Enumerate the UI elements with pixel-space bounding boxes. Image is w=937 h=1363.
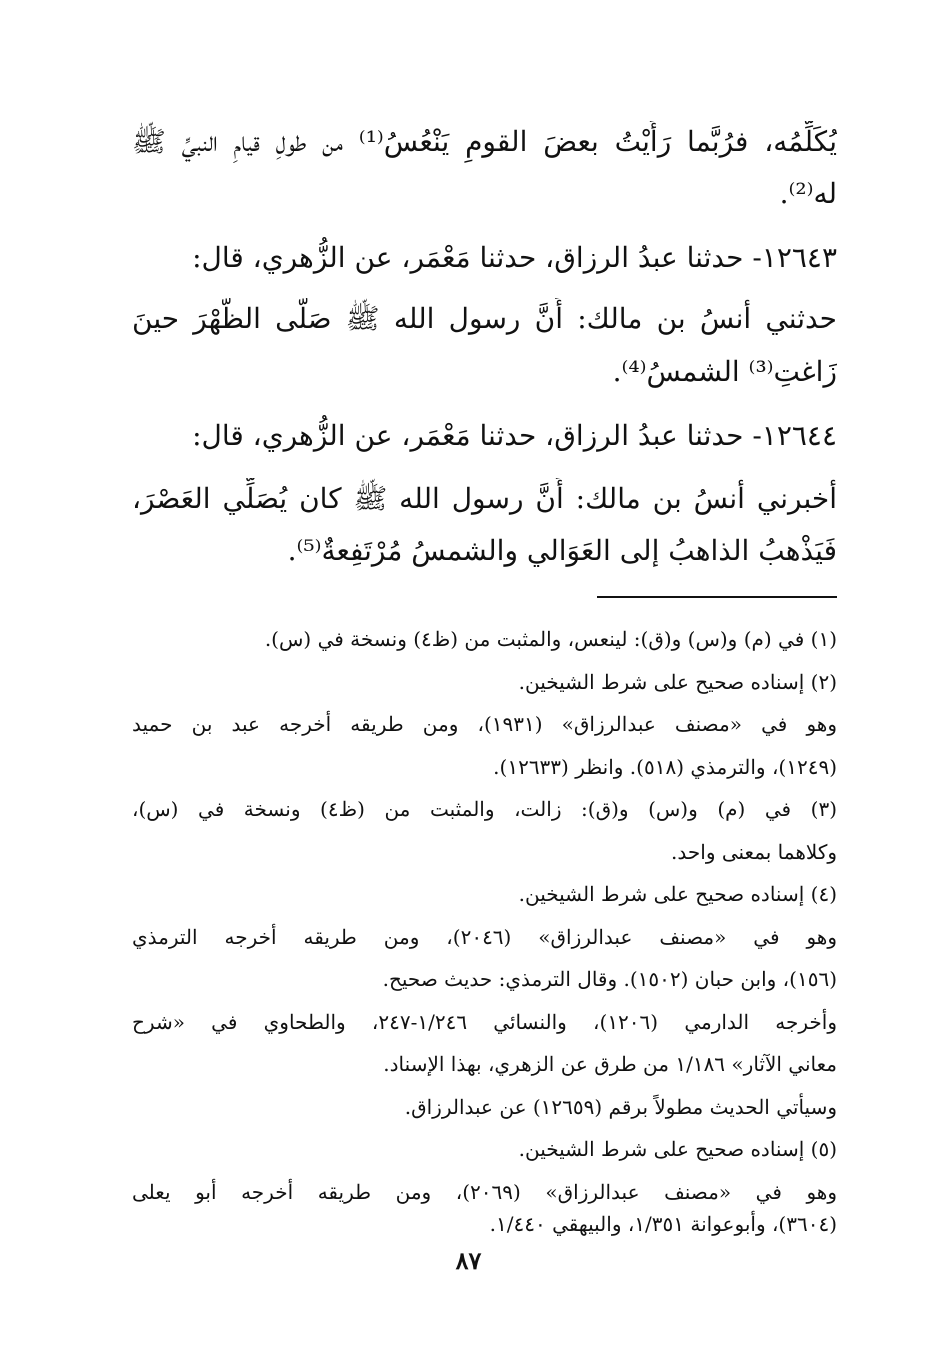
footnote-line: وهو في «مصنف عبدالرزاق» (٢٠٤٦)، ومن طريقه أخرجه الترمذي [132, 925, 837, 949]
hadith-12643-chain: ١٢٦٤٣- حدثنا عبدُ الرزاق، حدثنا مَعْمَر، عن الزُّهري، قال: [192, 241, 837, 274]
footnote-line: (٣) في (م) و(س) و(ق): زالت، والمثبت من (ظ٤) ونسخة في (س)، [132, 797, 837, 821]
page-number: ٨٧ [455, 1246, 482, 1275]
footnote-line: (١) في (م) و(س) و(ق): لينعس، والمثبت من (ظ٤) ونسخة في (س). [264, 627, 837, 651]
footnote-line: وأخرجه الدارمي (١٢٠٦)، والنسائي ١/٢٤٦-٢٤٧، والطحاوي في «شرح [132, 1010, 837, 1034]
main-text-line: زَاغتِ⁽³⁾ الشمسُ⁽⁴⁾. [612, 355, 837, 388]
footnote-line: (٤) إسناده صحيح على شرط الشيخين. [518, 882, 837, 906]
footnote-line: (٣٦٠٤)، وأبوعوانة ١/٣٥١، والبيهقي ١/٤٤٠. [489, 1212, 837, 1236]
footnote-line: وهو في «مصنف عبدالرزاق» (٢٠٦٩)، ومن طريقه أخرجه أبو يعلى [132, 1180, 837, 1204]
main-text-line: فَيَذْهبُ الذاهبُ إلى العَوَالي والشمسُ مُرْتَفِعةٌ⁽⁵⁾. [287, 534, 837, 567]
main-text-line: حدثني أنسُ بن مالك: أَنَّ رسول الله ﷺ صَلَّى الظُّهْرَ حينَ [132, 302, 837, 335]
footnote-line: (١٥٦)، وابن حبان (١٥٠٢). وقال الترمذي: حديث صحيح. [382, 967, 837, 991]
footnote-line: (٥) إسناده صحيح على شرط الشيخين. [518, 1137, 837, 1161]
footnote-line: معاني الآثار» ١/١٨٦ من طرق عن الزهري، بهذا الإسناد. [383, 1052, 837, 1076]
main-text-line: له⁽²⁾. [779, 177, 837, 210]
footnote-line: (٢) إسناده صحيح على شرط الشيخين. [518, 670, 837, 694]
footnote-line: وكلاهما بمعنى واحد. [671, 840, 837, 864]
footnote-separator [597, 596, 837, 598]
footnote-line: وسيأتي الحديث مطولاً برقم (١٢٦٥٩) عن عبدالرزاق. [404, 1095, 837, 1119]
main-text-line: أخبرني أنسُ بن مالك: أَنَّ رسول الله ﷺ كان يُصَلِّي العَصْرَ، [132, 482, 837, 515]
hadith-12644-chain: ١٢٦٤٤- حدثنا عبدُ الرزاق، حدثنا مَعْمَر، عن الزُّهري، قال: [192, 419, 837, 452]
footnote-line: (١٢٤٩)، والترمذي (٥١٨). وانظر (١٢٦٣٣). [493, 755, 837, 779]
footnote-line: وهو في «مصنف عبدالرزاق» (١٩٣١)، ومن طريقه أخرجه عبد بن حميد [132, 712, 837, 736]
main-text-line: يُكَلِّمُه، فرُبَّما رَأَيْتُ بعضَ القومِ يَنْعُسُ⁽¹⁾ من طولِ قيامِ النبيِّ ﷺ [132, 125, 837, 158]
